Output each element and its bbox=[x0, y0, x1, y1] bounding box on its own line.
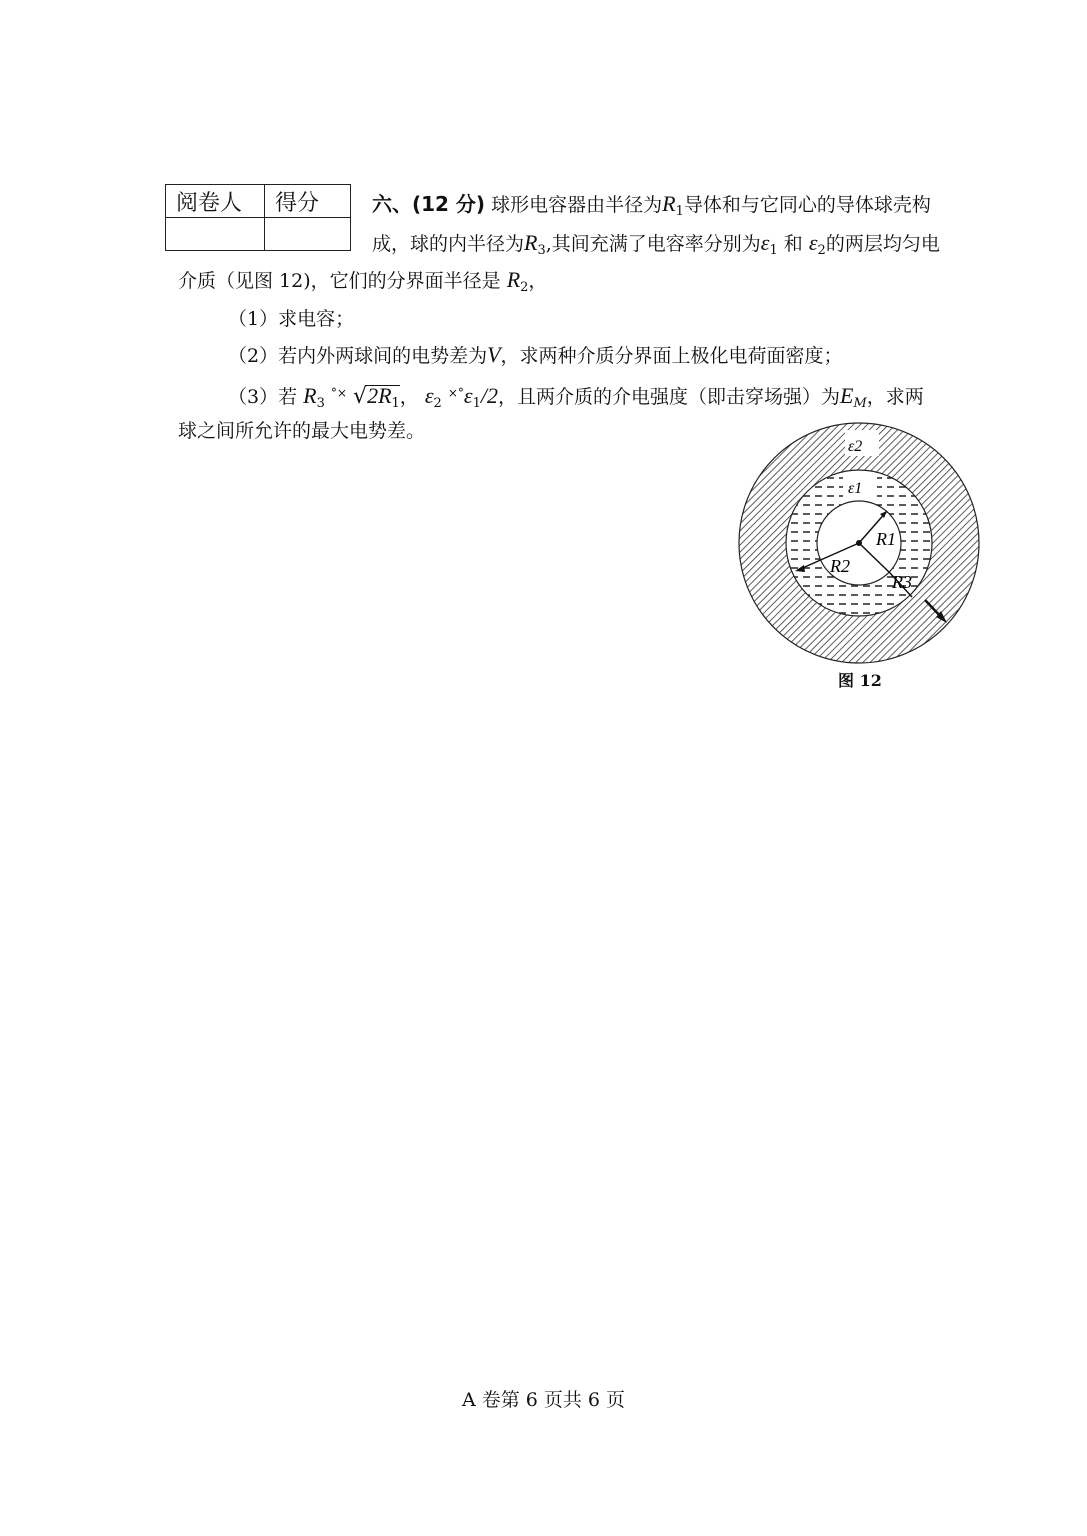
figure-12-diagram bbox=[730, 420, 990, 670]
eps1-label: ε1 bbox=[848, 480, 863, 497]
r1-label: R1 bbox=[876, 529, 896, 549]
r3-label: R3 bbox=[892, 572, 912, 592]
question-line-3: 介质（见图 12)，它们的分界面半径是 $R_2$， bbox=[178, 267, 548, 295]
score-header: 得分 bbox=[265, 185, 351, 218]
grader-table bbox=[165, 184, 351, 251]
part-3: （3）若 $R_3$ °× $√2R_1$， $\varepsilon_2$ $^{\times^\circ}\varepsilon_1/2$，且两介质的介电强度（即击穿场强）为$E_M$，求两 bbox=[228, 383, 924, 411]
question-heading: 六、(12 分) bbox=[372, 192, 486, 216]
reviewer-cell bbox=[166, 218, 265, 251]
eps2-label: ε2 bbox=[848, 438, 863, 455]
question-line-1: 六、(12 分) 球形电容器由半径为$R_1$导体和与它同心的导体球壳构 bbox=[372, 191, 931, 219]
question-line-2: 成，球的内半径为$R_3$,其间充满了电容率分别为$\varepsilon_1$ 和 $\varepsilon_2$的两层均匀电 bbox=[372, 230, 940, 258]
part-3-cont: 球之间所允许的最大电势差。 bbox=[178, 420, 426, 442]
r2-label: R2 bbox=[830, 556, 850, 576]
figure-caption: 图 12 bbox=[838, 671, 882, 690]
page-footer: A 卷第 6 页共 6 页 bbox=[461, 1389, 626, 1411]
part-2: （2）若内外两球间的电势差为V，求两种介质分界面上极化电荷面密度； bbox=[228, 342, 843, 367]
score-cell bbox=[265, 218, 351, 251]
part-1: （1）求电容； bbox=[228, 308, 355, 330]
reviewer-header: 阅卷人 bbox=[166, 185, 265, 218]
